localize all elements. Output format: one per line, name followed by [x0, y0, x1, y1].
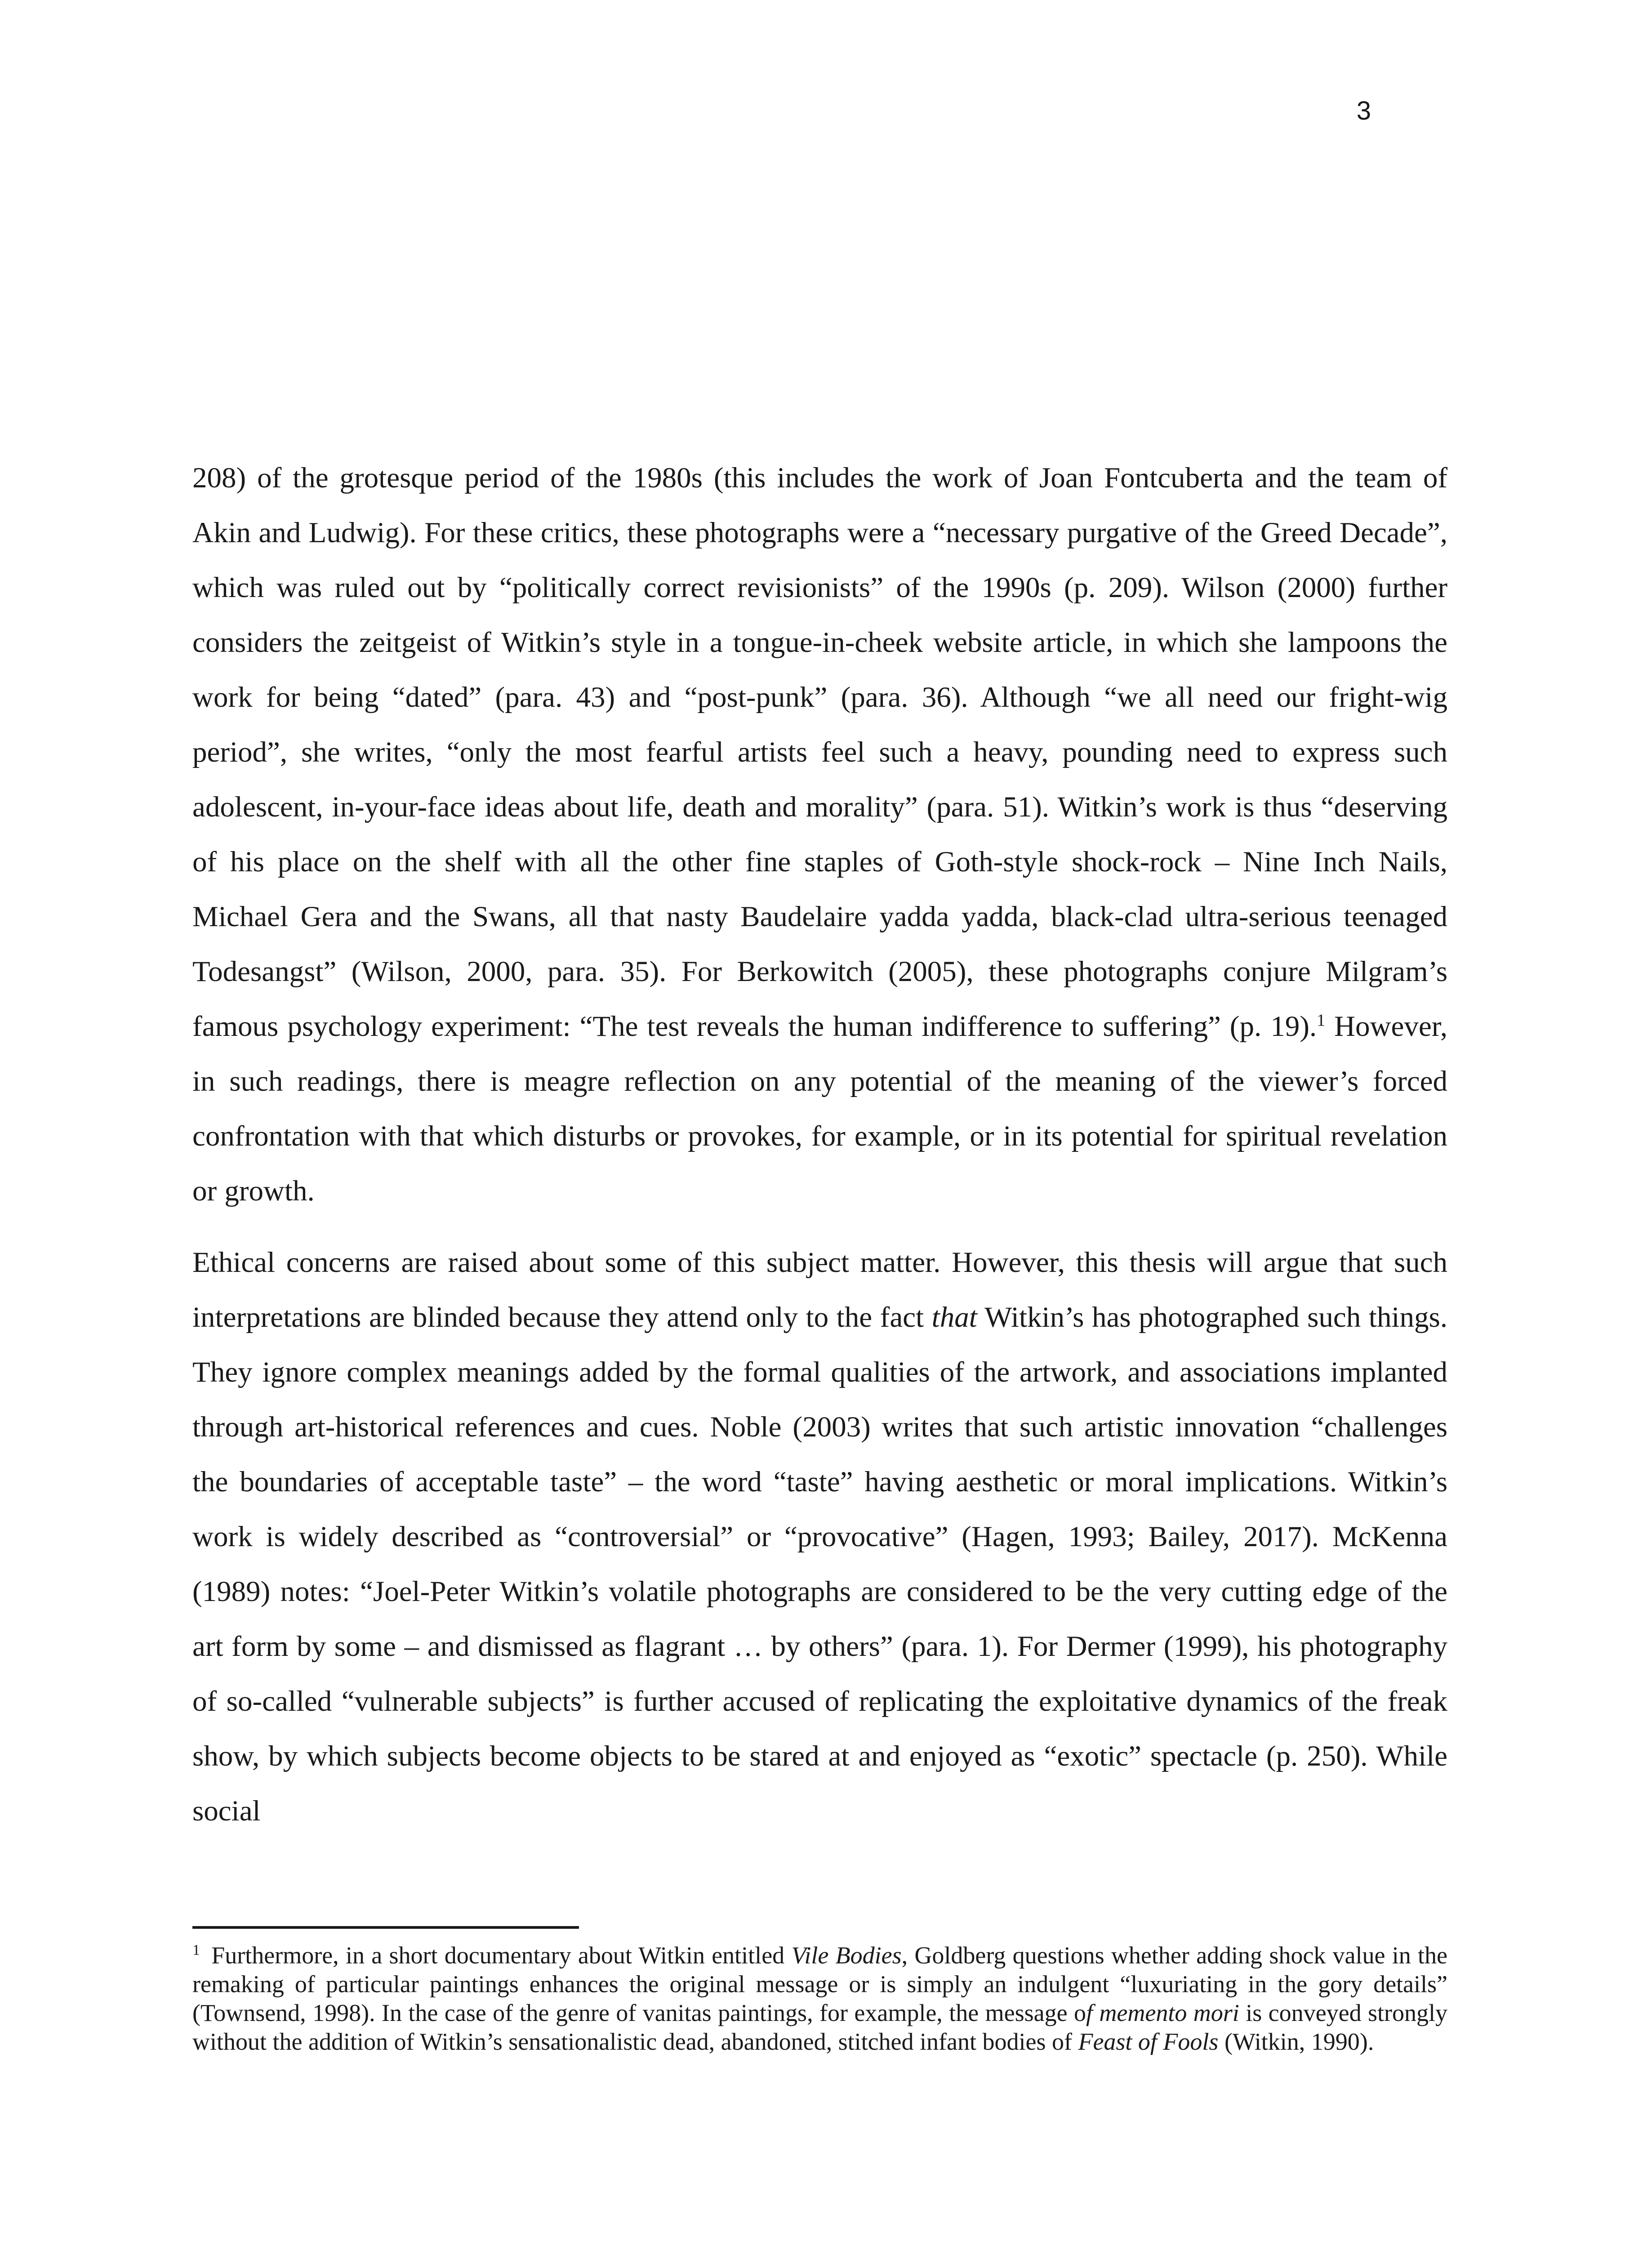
- paragraph-1: [192, 450, 1447, 1218]
- footnote-text-continued-2: is conveyed strongly without the addition of Witkin’s sensationalistic dead, abandoned, stitched infant bodies of: [192, 1999, 1447, 2055]
- paragraph-1-text-continued: However, in such readings, there is meagre reflection on any potential of the meaning of the viewer’s forced confrontation with that which disturbs or provokes, for example, or in its potential for spiritual revelation or growth.: [192, 1010, 1447, 1207]
- paragraph-2-text-continued: Witkin’s has photographed such things. They ignore complex meanings added by the formal qualities of the artwork, and associations implanted through art-historical references and cues. Noble (2003) writes that such artistic innovation “challenges the boundaries of acceptable taste” – the word “taste” having aesthetic or moral implications. Witkin’s work is widely described as “controversial” or “provocative” (Hagen, 1993; Bailey, 2017). McKenna (1989) notes: “Joel-Peter Witkin’s volatile photographs are considered to be the very cutting edge of the art form by some – and dismissed as flagrant … by others” (para. 1). For Dermer (1999), his photography of so-called “vulnerable subjects” is further accused of replicating the exploitative dynamics of the freak show, by which subjects become objects to be stared at and enjoyed as “exotic” spectacle (p. 250). While social: [192, 1301, 1447, 1827]
- footnote-separator: [192, 1926, 579, 1929]
- footnote-marker: 1: [192, 1942, 200, 1958]
- paragraph-2: [192, 1235, 1447, 1838]
- paragraph-1-text: 208) of the grotesque period of the 1980s (this includes the work of Joan Fontcuberta and the team of Akin and Ludwig). For these critics, these photographs were a “necessary purgative of the Greed Decade”, which was ruled out by “politically correct revisionists” of the 1990s (p. 209). Wilson (2000) further considers the zeitgeist of Witkin’s style in a tongue-in-cheek website article, in which she lampoons the work for being “dated” (para. 43) and “post-punk” (para. 36). Although “we all need our fright-wig period”, she writes, “only the most fearful artists feel such a heavy, pounding need to express such adolescent, in-your-face ideas about life, death and morality” (para. 51). Witkin’s work is thus “deserving of his place on the shelf with all the other fine staples of Goth-style shock-rock – Nine Inch Nails, Michael Gera and the Swans, all that nasty Baudelaire yadda yadda, black-clad ultra-serious teenaged Todesangst” (Wilson, 2000, para. 35). For Berkowitch (2005), these photographs conjure Milgram’s famous psychology experiment: “The test reveals the human indifference to suffering” (p. 19).: [192, 462, 1447, 1043]
- footnote-text-continued: , Goldberg questions whether adding shock value in the remaking of particular paintings enhances the original message or is simply an indulgent “luxuriating in the gory details” (Townsend, 1998). In the case of the genre of vanitas paintings, for example, the message o: [192, 1942, 1448, 2026]
- footnote-text-end: (Witkin, 1990).: [1218, 2028, 1374, 2055]
- paragraph-2-emphasis: that: [931, 1301, 977, 1334]
- page-number: 3: [1356, 96, 1371, 125]
- body-text: [192, 450, 1447, 1855]
- footnote-title-vile-bodies: Vile Bodies: [791, 1942, 902, 1969]
- footnote-title-feast-of-fools: Feast of Fools: [1078, 2028, 1219, 2055]
- footnote-text: Furthermore, in a short documentary about Witkin entitled: [205, 1942, 792, 1969]
- footnote-1: [192, 1941, 1447, 2056]
- paragraph-2-text: Ethical concerns are raised about some of this subject matter. However, this thesis will argue that such interpretations are blinded because they attend only to the fact: [192, 1246, 1447, 1334]
- footnote-term-memento-mori: f memento mori: [1086, 1999, 1239, 2026]
- footnote-reference-1[interactable]: 1: [1317, 1011, 1326, 1030]
